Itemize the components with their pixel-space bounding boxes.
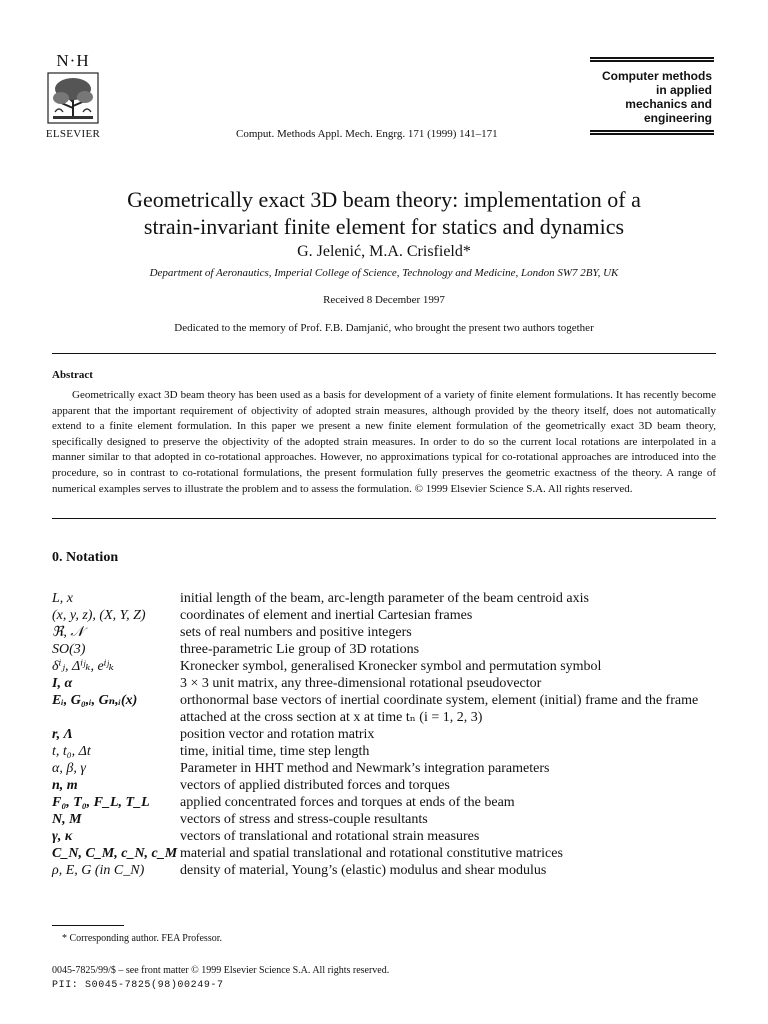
journal-reference: Comput. Methods Appl. Mech. Engrg. 171 (1999) 141–171 [236,128,498,140]
notation-symbol: C_N, C_M, c_N, c_M [52,846,178,861]
notation-description: vectors of translational and rotational strain measures [180,829,480,844]
notation-row [52,777,716,794]
notation-row [52,641,716,658]
notation-symbol: N, M [52,812,82,827]
journal-name-box [590,56,714,136]
notation-description: initial length of the beam, arc-length parameter of the beam centroid axis [180,591,589,606]
dedication: Dedicated to the memory of Prof. F.B. Damjanić, who brought the present two authors together [174,322,594,334]
bottom-rule [590,133,714,135]
notation-description: position vector and rotation matrix [180,727,375,742]
notation-description: density of material, Young’s (elastic) modulus and shear modulus [180,863,547,878]
notation-description: material and spatial translational and rotational constitutive matrices [180,846,563,861]
copyright-line: 0045-7825/99/$ – see front matter © 1999 Elsevier Science S.A. All rights reserved. [52,965,390,976]
journal-name [590,63,714,129]
notation-symbol: I, α [52,676,73,691]
title-line: Geometrically exact 3D beam theory: implementation of a [127,187,641,212]
notation-symbol: (x, y, z), (X, Y, Z) [52,608,146,623]
notation-symbol: ρ, E, G (in C_N) [52,863,145,878]
notation-description: vectors of stress and stress-couple resultants [180,812,428,827]
notation-description: Kronecker symbol, generalised Kronecker symbol and permutation symbol [180,659,602,674]
notation-description: sets of real numbers and positive integers [180,625,412,640]
footnote-rule [52,925,124,926]
notation-symbol: n, m [52,778,78,793]
elsevier-tree-icon [47,72,99,124]
paper-title [40,186,728,240]
notation-description: Parameter in HHT method and Newmark’s integration parameters [180,761,550,776]
notation-description: time, initial time, time step length [180,744,370,759]
notation-row [52,743,716,760]
footnote: * Corresponding author. FEA Professor. [62,933,222,944]
journal-name-line: Computer methods [601,69,712,83]
notation-symbol: r, Λ [52,727,74,742]
journal-name-line: engineering [643,111,712,125]
notation-row [52,726,716,743]
notation-symbol: Eᵢ, G₀,ᵢ, Gₙ,ᵢ(x) [52,693,138,708]
notation-row [52,760,716,777]
notation-row [52,862,716,879]
notation-row [52,794,716,811]
pii-line: PII: S0045-7825(98)00249-7 [52,980,224,991]
section-heading: 0. Notation [52,550,119,565]
title-line: strain-invariant finite element for statics and dynamics [143,214,625,239]
notation-description: 3 × 3 unit matrix, any three-dimensional rotational pseudovector [180,676,542,691]
received-date: Received 8 December 1997 [323,294,445,306]
notation-symbol: ℜ, 𝒩 [52,625,84,640]
journal-name-line: in applied [655,83,712,97]
divider [52,353,716,354]
abstract-text: Geometrically exact 3D beam theory has been used as a basis for development of a variety of finite element formulations. It has recently become apparent that the important requirement of objectivity of adopted strain measures, although provided by the theory itself, does not automatically extend to a finite element formulation. In this paper we present a new finite element formulation of the geometrically exact 3D beam theory, specifically designed to preserve the objectivity of the adopted strain measures. In order to do so the current local rotations are interpolated in a manner similar to that adopted in co-rotational approaches. However, no approximations typical for co-rotational approaches are introduced into the procedure, so in contrast to co-rotational formulations, the present formulation fully preserves the geometric exactness of the theory. A range of numerical examples serves to illustrate the problem and to assess the formulation. © 1999 Elsevier Science S.A. All rights reserved. [52,389,716,495]
notation-row [52,845,716,862]
notation-list [52,590,716,879]
notation-row [52,607,716,624]
notation-symbol: α, β, γ [52,761,86,776]
notation-description: orthonormal base vectors of inertial coordinate system, element (initial) frame and the frame attached at the cross section at x at time tₙ (i = 1, 2, 3) [180,693,699,725]
top-rule [590,60,714,62]
notation-description: applied concentrated forces and torques at ends of the beam [180,795,515,810]
notation-row [52,624,716,641]
notation-symbol: γ, κ [52,829,73,844]
notation-symbol: L, x [52,591,73,606]
publisher-mark: N·H [56,51,90,70]
abstract-heading: Abstract [52,369,93,381]
publisher-logo [38,52,108,140]
notation-row [52,811,716,828]
bottom-rule [590,130,714,132]
notation-row [52,692,716,726]
notation-symbol: t, t₀, Δt [52,744,91,759]
notation-description: vectors of applied distributed forces and torques [180,778,450,793]
journal-name-line: mechanics and [625,97,712,111]
notation-row [52,675,716,692]
authors: G. Jelenić, M.A. Crisfield* [297,243,471,260]
divider [52,518,716,519]
notation-row [52,658,716,675]
notation-description: coordinates of element and inertial Cartesian frames [180,608,473,623]
notation-description: three-parametric Lie group of 3D rotations [180,642,420,657]
notation-symbol: SO(3) [52,642,86,657]
top-rule [590,57,714,59]
affiliation: Department of Aeronautics, Imperial College of Science, Technology and Medicine, London SW7 2BY, UK [149,267,619,279]
publisher-name: ELSEVIER [45,128,101,140]
notation-symbol: δⁱⱼ, Δⁱʲₖ, eⁱʲₖ [52,659,114,674]
notation-row [52,828,716,845]
notation-row [52,590,716,607]
notation-symbol: F₀, T₀, F_L, T_L [52,795,150,810]
